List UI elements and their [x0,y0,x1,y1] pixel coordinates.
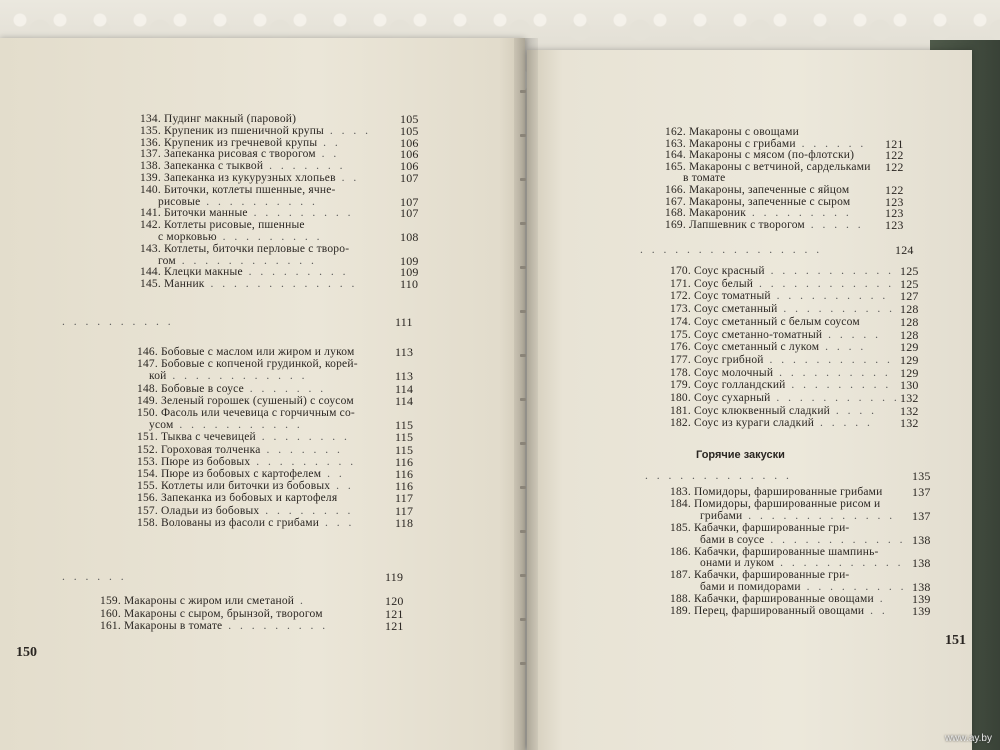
toc-page-number: 129 [900,365,919,380]
toc-entry-title: 175. Соус сметанно-томатный [670,328,823,341]
toc-entry-title: 148. Бобовые в соусе [137,382,244,395]
toc-entry [670,605,888,618]
toc-leader-dots: . . . . . . . . . [800,581,907,594]
toc-entry [137,346,354,359]
toc-entry-title: в томате [683,172,726,185]
toc-leader-dots: . . . . . . . [260,443,343,456]
toc-leader-dots: . . [335,172,360,184]
stitch-mark [520,310,526,313]
stitch-mark [520,662,526,665]
toc-page-number: 123 [885,217,904,232]
toc-entry-title: кой [149,370,167,383]
toc-entry-title: 161. Макароны в томате [100,620,223,632]
toc-entry-title: 157. Оладьи из бобовых [137,504,260,517]
toc-entry-title: 179. Соус голландский [670,379,786,392]
toc-leader-dots: . . . . . . . . . . . [173,419,303,432]
toc-entry-title: гом [158,254,176,267]
toc-entry-title: 189. Перец, фаршированный овощами [670,605,865,617]
toc-entry-title: онами и луком [700,557,775,570]
toc-leader-dots: . . . . . . . . . . . . [175,254,317,267]
toc-page-number: 123 [885,194,904,209]
toc-entry [645,470,792,483]
toc-page-number: 110 [400,277,419,292]
toc-entry-title: 135. Крупеник из пшеничной крупы [140,124,324,137]
toc-page-number: 128 [900,302,919,317]
toc-entry-title: 182. Соус из кураги сладкий [670,417,815,430]
toc-entry [670,303,895,316]
toc-entry-title: 178. Соус молочный [670,366,774,379]
toc-page-number: 105 [400,123,419,138]
toc-entry-title: 152. Гороховая толченка [137,443,261,456]
toc-page-number: 135 [912,469,931,483]
stitch-mark [520,178,526,181]
toc-page-number: 117 [395,503,414,518]
toc-entry-title: 147. Бобовые с копченой грудинкой, корей- [137,358,358,371]
toc-page-number: 116 [395,454,414,469]
toc-entry-title: 139. Запеканка из кукурузных хлопьев [140,172,336,184]
toc-entry-title: 160. Макароны с сыром, брынзой, творогом [100,607,323,620]
toc-leader-dots: . . . . . . . . . [242,266,349,279]
toc-entry-title: 174. Соус сметанный с белым соусом [670,315,860,328]
toc-page-number: 128 [900,327,919,342]
toc-page-number: 123 [885,206,904,221]
toc-page-number: 124 [895,243,914,257]
stitch-mark [520,266,526,269]
toc-leader-dots: . . . . . . . . . . . . [753,277,895,290]
watermark: www.ay.by [944,733,992,744]
toc-page-number: 138 [912,532,931,547]
toc-entry [62,571,127,584]
toc-page-number: 119 [385,570,404,584]
toc-leader-dots: . . . . . . . . . . . . . [204,278,358,291]
toc-leader-dots: . . . . . [804,218,864,231]
toc-leader-dots: . . . . . . . . . . . . [166,370,308,383]
toc-page-number: 118 [395,515,414,530]
toc-entry-title: усом [149,419,174,432]
toc-entry-title: 136. Крупеник из гречневой крупы [140,136,318,149]
toc-leader-dots: . . . . . . . . . . . [770,392,900,404]
stitch-mark [520,530,526,533]
toc-entry-title: 187. Кабачки, фаршированные гри- [670,569,850,582]
toc-entry-title: 149. Зеленый горошек (сушеный) с соусом [137,394,354,407]
toc-page-number: 120 [385,594,404,608]
toc-leader-dots: . . . . . [822,328,881,341]
stitch-mark [520,486,526,489]
toc-entry-title: бами и помидорами [700,581,801,594]
toc-page-number: 117 [395,491,414,506]
toc-page-number: 129 [900,340,919,355]
toc-entry [149,419,303,432]
toc-page-number: 115 [395,430,414,445]
toc-entry-title: 141. Биточки манные [140,207,248,220]
toc-page-number: 132 [900,403,919,418]
toc-page-number: 109 [400,265,419,280]
toc-entry [137,517,354,530]
toc-page-number: 128 [900,314,919,329]
toc-leader-dots: . . . . . . [795,137,867,150]
toc-entry [670,265,894,278]
toc-page-number: 111 [395,315,413,329]
toc-leader-dots: . . . . [830,404,878,417]
toc-entry-title: 159. Макароны с жиром или сметаной [100,595,295,607]
toc-entry-title: 150. Фасоль или чечевица с горчичным со- [137,407,355,419]
toc-page-number: 122 [885,183,904,197]
toc-leader-dots: . . . . . . . . . . . [764,265,894,277]
toc-entry-title: 181. Соус клюквенный сладкий [670,404,831,417]
toc-leader-dots: . . . . . . . . . . . [774,557,904,570]
toc-page-number: 130 [900,378,919,393]
toc-entry-title: 164. Макароны с мясом (по-флотски) [665,149,855,162]
toc-leader-dots: . . . . . . . . . [222,620,329,632]
toc-leader-dots: . . . . . . . . . . . [763,353,893,366]
toc-entry-title: 186. Кабачки, фаршированные шампинь- [670,545,879,558]
toc-entry [137,444,343,457]
toc-entry [640,244,822,257]
toc-leader-dots: . . . . . . . . . [247,207,354,220]
toc-page-number: 109 [400,253,419,268]
toc-entry-title: 167. Макароны, запеченные с сыром [665,195,851,208]
toc-leader-dots: . . . . . . . [263,160,346,173]
toc-page-number: 113 [395,369,414,384]
toc-entry [137,407,355,420]
toc-entry [140,278,357,291]
toc-leader-dots: . [873,593,886,606]
toc-page-number: 138 [912,580,931,595]
toc-leader-dots: . [294,595,306,607]
toc-leader-dots: . . . . . . . . . . . . . [645,470,792,482]
toc-entry [137,492,337,505]
toc-entry-title: 183. Помидоры, фаршированные грибами [670,486,883,498]
left-page-number: 150 [16,645,37,660]
toc-entry-title: 142. Котлеты рисовые, пшенные [140,219,305,232]
toc-leader-dots: . . . . . . . . . . [773,366,891,379]
toc-entry-title: 184. Помидоры, фаршированные рисом и [670,497,881,510]
toc-page-number: 116 [395,467,414,481]
toc-leader-dots: . . . . . . . . . . [200,195,318,208]
toc-entry [670,316,860,329]
stitch-mark [520,398,526,401]
toc-page-number: 116 [395,479,414,494]
stitch-mark [520,134,526,137]
toc-leader-dots: . . . . . [814,417,873,430]
toc-entry-title: с морковью [158,231,217,243]
toc-page-number: 138 [912,556,931,571]
toc-entry-title: 143. Котлеты, биточки перловые с творо- [140,242,350,255]
toc-page-number: 121 [385,619,404,633]
toc-page-number: 132 [900,416,919,431]
toc-entry-title: 172. Соус томатный [670,290,771,303]
toc-entry-title: 168. Макароник [665,207,747,220]
toc-entry [670,354,893,367]
toc-page-number: 122 [885,148,904,163]
toc-entry [670,379,891,392]
toc-leader-dots: . . [330,480,354,493]
toc-leader-dots: . . . . [819,341,867,354]
toc-entry-title: 162. Макароны с овощами [665,126,799,138]
toc-entry-title: 163. Макароны с грибами [665,137,796,150]
toc-leader-dots: . . . . . . . . . . [777,303,895,316]
toc-entry [670,329,881,342]
toc-page-number: 125 [900,276,919,291]
toc-page-number: 122 [885,159,904,174]
toc-page-number: 115 [395,418,414,433]
toc-leader-dots: . . . . . . . . . . . . [764,533,906,546]
toc-leader-dots: . . . . . . [62,571,127,583]
toc-entry-title: 151. Тыква с чечевицей [137,431,256,444]
toc-page-number: 113 [395,345,414,359]
section-heading-hot-appetizers: Горячие закуски [696,449,785,461]
toc-entry-title: 166. Макароны, запеченные с яйцом [665,184,850,196]
toc-page-number: 114 [395,393,414,408]
toc-entry [670,417,873,430]
toc-page-number: 132 [900,391,919,405]
toc-entry [137,480,354,493]
toc-leader-dots: . . . . . . . . . . [62,316,174,328]
toc-page-number: 107 [400,171,419,185]
toc-page-number: 108 [400,230,419,244]
toc-entry [137,358,358,371]
toc-entry [100,620,328,633]
toc-page-number: 105 [400,112,419,126]
toc-leader-dots: . . [321,468,345,480]
stitch-mark [520,90,526,93]
toc-entry [670,290,888,303]
toc-leader-dots: . . . [319,516,355,529]
toc-leader-dots: . . [315,148,340,161]
toc-leader-dots: . . . . [323,124,371,137]
toc-page-number: 127 [900,289,919,304]
toc-entry-title: грибами [700,509,743,522]
right-page-number: 151 [945,633,966,648]
toc-page-number: 139 [912,592,931,607]
toc-entry-title: рисовые [158,195,201,208]
toc-entry-title: 156. Запеканка из бобовых и картофеля [137,492,338,505]
toc-entry [137,505,353,518]
toc-entry [137,383,326,396]
toc-entry-title: 138. Запеканка с тыквой [140,160,264,173]
toc-page-number: 106 [400,159,419,174]
toc-leader-dots: . . . . . . . . . [746,207,852,220]
toc-entry-title: 134. Пудинг макный (паровой) [140,113,297,125]
toc-entry [670,405,877,418]
toc-leader-dots: . . . . . . . . . . [770,290,889,303]
toc-entry [62,316,174,329]
toc-leader-dots: . . [317,136,341,149]
stitch-mark [520,222,526,225]
toc-page-number: 114 [395,381,414,396]
toc-page-number: 115 [395,442,414,457]
toc-entry-title: 177. Соус грибной [670,353,764,366]
toc-entry-title: 154. Пюре из бобовых с картофелем [137,468,322,480]
toc-entry-title: 180. Соус сухарный [670,392,771,404]
toc-page-number: 129 [900,352,919,367]
toc-entry-title: 158. Волованы из фасоли с грибами [137,516,320,529]
toc-entry [137,456,356,469]
stitch-mark [520,442,526,445]
toc-entry-title: 153. Пюре из бобовых [137,455,251,468]
toc-leader-dots: . . . . . . . . [259,504,354,517]
toc-entry-title: 171. Соус белый [670,277,754,290]
toc-leader-dots: . . . . . . . . [255,431,350,444]
toc-page-number: 121 [385,606,404,621]
toc-page-number: 125 [900,264,919,278]
toc-entry-title: бами в соусе [700,533,765,546]
toc-leader-dots: . . . . . . . [243,382,327,395]
toc-leader-dots: . . . . . . . . . . . . . . . . [640,244,823,256]
toc-leader-dots: . . . . . . . . . [250,455,357,468]
toc-entry-title: 165. Макароны с ветчиной, сардельками [665,160,871,173]
toc-page-number: 139 [912,604,931,618]
toc-page-number: 107 [400,194,419,209]
toc-entry-title: 170. Соус красный [670,265,765,277]
toc-entry-title: 144. Клецки макные [140,266,243,279]
stitch-mark [520,618,526,621]
toc-entry [137,431,350,444]
stitch-mark [520,354,526,357]
toc-entry [100,595,306,608]
toc-entry [670,367,891,380]
toc-page-number: 137 [912,508,931,523]
toc-entry-title: 188. Кабачки, фаршированные овощами [670,593,874,606]
toc-page-number: 107 [400,206,419,221]
toc-entry-title: 173. Соус сметанный [670,303,778,316]
toc-entry [665,219,864,232]
toc-entry [137,395,354,408]
toc-page-number: 106 [400,135,419,150]
toc-entry-title: 155. Котлеты или биточки из бобовых [137,480,331,493]
toc-page-number: 121 [885,136,904,151]
toc-entry-title: 176. Соус сметанный с луком [670,341,820,354]
toc-entry-title: 137. Запеканка рисовая с творогом [140,148,316,161]
toc-entry [670,392,900,405]
toc-entry-title: 146. Бобовые с маслом или жиром и луком [137,346,355,358]
toc-entry-title: 185. Кабачки, фаршированные гри- [670,521,850,534]
toc-entry [100,608,323,621]
toc-entry [670,278,894,291]
toc-entry-title: 169. Лапшевник с творогом [665,218,805,231]
toc-page-number: 137 [912,485,931,499]
toc-entry [137,468,345,481]
toc-leader-dots: . . [864,605,888,617]
toc-entry-title: 140. Биточки, котлеты пшенные, ячне- [140,183,336,196]
toc-entry [149,370,308,383]
toc-page-number: 106 [400,147,419,162]
toc-leader-dots: . . . . . . . . . . . . . [742,509,896,522]
toc-entry [670,341,866,354]
book-spine [514,38,538,750]
toc-entry-title: 145. Манник [140,278,205,291]
toc-leader-dots: . . . . . . . . . [216,231,323,243]
stitch-mark [520,574,526,577]
toc-leader-dots: . . . . . . . . . [785,379,892,392]
